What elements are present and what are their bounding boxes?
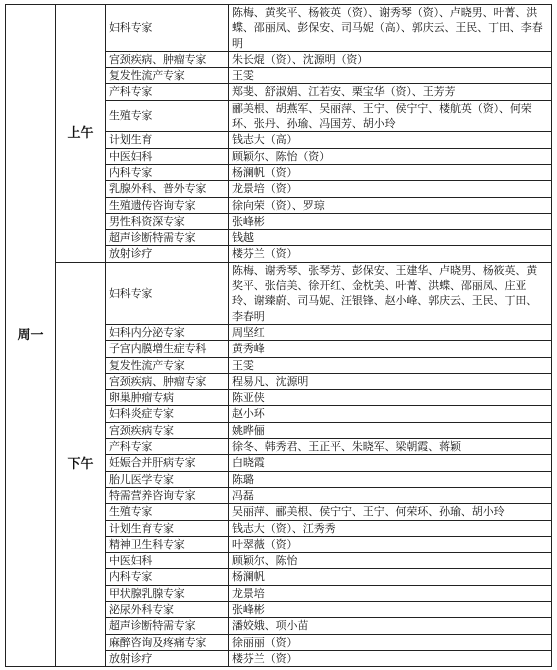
department-cell: 计划生育专家 (106, 520, 229, 536)
doctors-cell: 龙景培 (229, 585, 552, 601)
department-cell: 计划生育 (106, 132, 229, 148)
doctors-cell: 陈亚侠 (229, 390, 552, 406)
day-label: 周一 (6, 5, 56, 667)
doctors-cell: 赵小环 (229, 406, 552, 422)
doctors-cell: 郦美根、胡燕军、吴丽萍、王宁、侯宁宁、楼航英（资）、何荣环、张丹、孙瑜、冯国芳、胡小玲 (229, 100, 552, 132)
department-cell: 放射诊疗 (106, 650, 229, 666)
doctors-cell: 陈梅、谢秀琴、张琴芳、彭保安、王建华、卢晓男、杨筱英、黄奖平、张信美、徐开红、金枕美、叶菁、洪蝶、邵丽凤、庄亚玲、谢臻蔚、司马妮、汪银锋、赵小峰、郭庆云、王民、丁田、李春明 (229, 262, 552, 324)
doctors-cell: 周坚红 (229, 324, 552, 340)
department-cell: 妊娠合并肝病专家 (106, 455, 229, 471)
department-cell: 内科专家 (106, 569, 229, 585)
doctors-cell: 龙景培（资） (229, 181, 552, 197)
doctors-cell: 徐冬、韩秀君、王正平、朱晓军、梁朝霞、蒋颖 (229, 439, 552, 455)
doctors-cell: 郑斐、舒淑娟、江若安、栗宝华（资）、王芳芳 (229, 84, 552, 100)
department-cell: 泌尿外科专家 (106, 601, 229, 617)
doctors-cell: 吴丽萍、郦美根、侯宁宁、王宁、何荣环、孙瑜、胡小玲 (229, 504, 552, 520)
department-cell: 胎儿医学专家 (106, 471, 229, 487)
schedule-row (6, 262, 552, 324)
department-cell: 产科专家 (106, 84, 229, 100)
department-cell: 超声诊断特需专家 (106, 230, 229, 246)
doctors-cell: 钱志大（资）、江秀秀 (229, 520, 552, 536)
doctors-cell: 叶翠薇（资） (229, 536, 552, 552)
department-cell: 复发性流产专家 (106, 357, 229, 373)
doctors-cell: 钱志大（高） (229, 132, 552, 148)
doctors-cell: 杨澜帆（资） (229, 164, 552, 180)
doctors-cell: 杨澜帆 (229, 569, 552, 585)
doctors-cell: 王雯 (229, 68, 552, 84)
schedule-row (6, 5, 552, 52)
doctors-cell: 白晓霞 (229, 455, 552, 471)
doctors-cell: 程易凡、沈源明 (229, 373, 552, 389)
doctors-cell: 王雯 (229, 357, 552, 373)
session-label: 上午 (56, 5, 106, 263)
department-cell: 超声诊断特需专家 (106, 618, 229, 634)
department-cell: 妇科专家 (106, 5, 229, 52)
department-cell: 宫颈疾病、肿瘤专家 (106, 51, 229, 67)
department-cell: 妇科炎症专家 (106, 406, 229, 422)
department-cell: 乳腺外科、普外专家 (106, 181, 229, 197)
doctors-cell: 张峰彬 (229, 213, 552, 229)
department-cell: 产科专家 (106, 439, 229, 455)
department-cell: 内科专家 (106, 164, 229, 180)
department-cell: 中医妇科 (106, 148, 229, 164)
department-cell: 生殖专家 (106, 100, 229, 132)
department-cell: 甲状腺乳腺专家 (106, 585, 229, 601)
department-cell: 宫颈疾病专家 (106, 422, 229, 438)
doctors-cell: 黄秀峰 (229, 341, 552, 357)
doctors-cell: 朱长焜（资）、沈源明（资） (229, 51, 552, 67)
doctors-cell: 顾颖尔、陈怡（资） (229, 148, 552, 164)
department-cell: 宫颈疾病、肿瘤专家 (106, 373, 229, 389)
doctors-cell: 顾颖尔、陈怡 (229, 553, 552, 569)
department-cell: 卵巢肿瘤专病 (106, 390, 229, 406)
doctors-cell: 张峰彬 (229, 601, 552, 617)
department-cell: 特需营养咨询专家 (106, 487, 229, 503)
department-cell: 子宫内膜增生症专科 (106, 341, 229, 357)
schedule-body (6, 5, 552, 667)
doctors-cell: 陈梅、黄奖平、杨筱英（资）、谢秀琴（资）、卢晓男、叶菁、洪蝶、邵丽凤、彭保安、司马妮（高）、郭庆云、王民、丁田、李春明 (229, 5, 552, 52)
department-cell: 男性科资深专家 (106, 213, 229, 229)
doctors-cell: 楼芬兰（资） (229, 650, 552, 666)
doctors-cell: 冯磊 (229, 487, 552, 503)
schedule-table (5, 4, 552, 667)
doctors-cell: 潘姣娥、项小苗 (229, 618, 552, 634)
department-cell: 中医妇科 (106, 553, 229, 569)
department-cell: 妇科专家 (106, 262, 229, 324)
department-cell: 精神卫生科专家 (106, 536, 229, 552)
doctors-cell: 姚晔俪 (229, 422, 552, 438)
department-cell: 复发性流产专家 (106, 68, 229, 84)
doctors-cell: 陈璐 (229, 471, 552, 487)
department-cell: 生殖专家 (106, 504, 229, 520)
session-label: 下午 (56, 262, 106, 666)
department-cell: 放射诊疗 (106, 246, 229, 262)
doctors-cell: 徐丽丽（资） (229, 634, 552, 650)
doctors-cell: 钱越 (229, 230, 552, 246)
department-cell: 妇科内分泌专家 (106, 324, 229, 340)
doctors-cell: 楼芬兰（资） (229, 246, 552, 262)
department-cell: 麻醉咨询及疼痛专家 (106, 634, 229, 650)
doctors-cell: 徐向荣（资）、罗琼 (229, 197, 552, 213)
department-cell: 生殖遗传咨询专家 (106, 197, 229, 213)
